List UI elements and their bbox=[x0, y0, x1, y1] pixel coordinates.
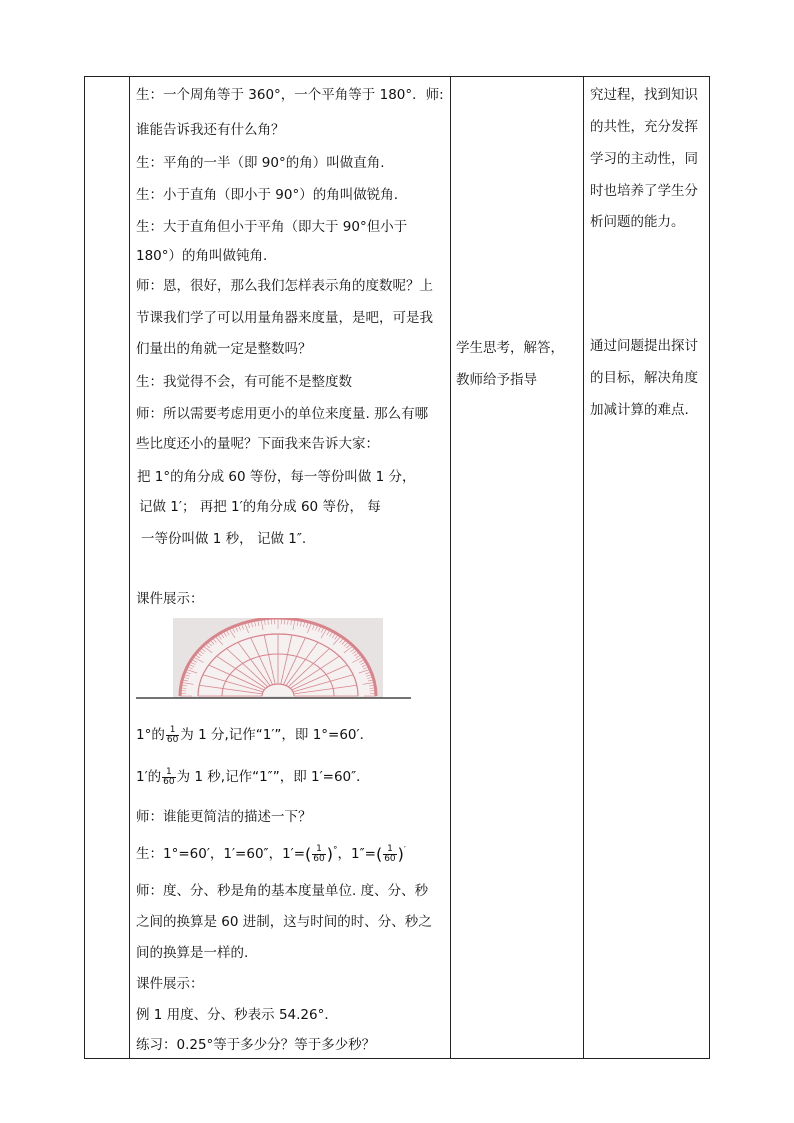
text-line: 之间的换算是 60 进制，这与时间的时、分、秒之 bbox=[136, 914, 432, 930]
text-line: 究过程，找到知识 bbox=[590, 87, 698, 103]
fraction-numerator: 1 bbox=[383, 845, 396, 855]
superscript-minute: ′ bbox=[403, 845, 406, 856]
text-line-fraction: 生：1°=60′，1′=60″，1′=( $\frac{1}{60}$ )°，1″=( $\frac{1}{60}$ )′ bbox=[136, 843, 406, 864]
text-line: 教师给予指导 bbox=[456, 372, 537, 388]
text-line: 们量出的角就一定是整数吗？ bbox=[136, 341, 312, 357]
text-line-fraction bbox=[136, 765, 370, 787]
text-line: 些比度还小的量呢？下面我来告诉大家： bbox=[136, 436, 379, 452]
text-line: 180°）的角叫做钝角. bbox=[136, 248, 268, 264]
table-bottom-border bbox=[84, 1058, 710, 1059]
table-border-left bbox=[84, 76, 85, 1058]
table-divider-2 bbox=[450, 76, 451, 1058]
text-line: 通过问题提出探讨 bbox=[590, 338, 698, 354]
fraction-numerator: 1 bbox=[166, 726, 179, 736]
text-line-fraction bbox=[136, 723, 373, 745]
text-line: 课件展示： bbox=[136, 976, 204, 992]
text-line: 间的换算是一样的. bbox=[136, 945, 249, 961]
text-line: 练习：0.25°等于多少分？等于多少秒？ bbox=[136, 1037, 376, 1053]
text-fragment: 为 1 秒,记作“1″”，即 1′=60″． bbox=[176, 769, 370, 785]
text-line: 生：小于直角（即小于 90°）的角叫做锐角. bbox=[136, 187, 399, 203]
fraction-denominator: 60 bbox=[163, 776, 175, 787]
fraction bbox=[166, 726, 179, 745]
text-line: 析问题的能力。 bbox=[590, 214, 685, 230]
table-top-border bbox=[84, 76, 710, 77]
table-divider-3 bbox=[583, 76, 584, 1058]
superscript-degree: ° bbox=[333, 845, 338, 856]
text-line: 生：我觉得不会，有可能不是整度数 bbox=[136, 374, 352, 390]
fraction-numerator: 1 bbox=[162, 768, 175, 778]
text-line: 课件展示： bbox=[136, 591, 204, 607]
text-fragment: 生：1°=60′，1′=60″，1′= bbox=[136, 846, 306, 862]
text-line: 生：大于直角但小于平角（即大于 90°但小于 bbox=[136, 219, 408, 235]
text-line: 学生思考，解答， bbox=[456, 340, 564, 356]
text-line: 时也培养了学生分 bbox=[590, 183, 698, 199]
text-line: 一等份叫做 1 秒， 记做 1″. bbox=[141, 531, 307, 547]
text-fragment: 为 1 分,记作“1′”，即 1°=60′． bbox=[180, 727, 374, 743]
text-line: 加减计算的难点. bbox=[590, 402, 689, 418]
text-line: 节课我们学了可以用量角器来度量，是吧，可是我 bbox=[136, 310, 433, 326]
text-line: 学习的主动性，同 bbox=[590, 151, 698, 167]
text-fragment: ，1″= bbox=[337, 846, 376, 862]
table-border-right bbox=[709, 76, 710, 1058]
fraction bbox=[162, 768, 175, 787]
text-line: 例 1 用度、分、秒表示 54.26°． bbox=[136, 1007, 338, 1023]
text-line: 师：恩，很好，那么我们怎样表示角的度数呢？上 bbox=[136, 278, 433, 294]
protractor-image bbox=[136, 618, 411, 700]
fraction bbox=[312, 845, 325, 864]
fraction-denominator: 60 bbox=[313, 853, 325, 864]
text-line: 谁能告诉我还有什么角？ bbox=[136, 122, 285, 138]
text-fragment: 1°的 bbox=[136, 727, 165, 743]
text-line: 生：一个周角等于 360°，一个平角等于 180°．师: bbox=[136, 87, 444, 103]
text-fragment: 1′的 bbox=[136, 769, 162, 785]
text-line: 的目标，解决角度 bbox=[590, 370, 698, 386]
text-line: 把 1°的角分成 60 等份，每一等份叫做 1 分， bbox=[137, 469, 416, 485]
text-line: 的共性，充分发挥 bbox=[590, 119, 698, 135]
fraction bbox=[383, 845, 396, 864]
fraction-denominator: 60 bbox=[384, 853, 396, 864]
text-line: 记做 1′； 再把 1′的角分成 60 等份， 每 bbox=[139, 499, 381, 515]
fraction-denominator: 60 bbox=[166, 734, 179, 745]
text-line: 师：谁能更简洁的描述一下？ bbox=[136, 809, 312, 825]
fraction-numerator: 1 bbox=[312, 845, 325, 855]
text-line: 师：度、分、秒是角的基本度量单位. 度、分、秒 bbox=[136, 883, 429, 899]
text-line: 师：所以需要考虑用更小的单位来度量. 那么有哪 bbox=[136, 406, 429, 422]
text-line: 生：平角的一半（即 90°的角）叫做直角. bbox=[136, 155, 385, 171]
table-divider-1 bbox=[129, 76, 130, 1058]
